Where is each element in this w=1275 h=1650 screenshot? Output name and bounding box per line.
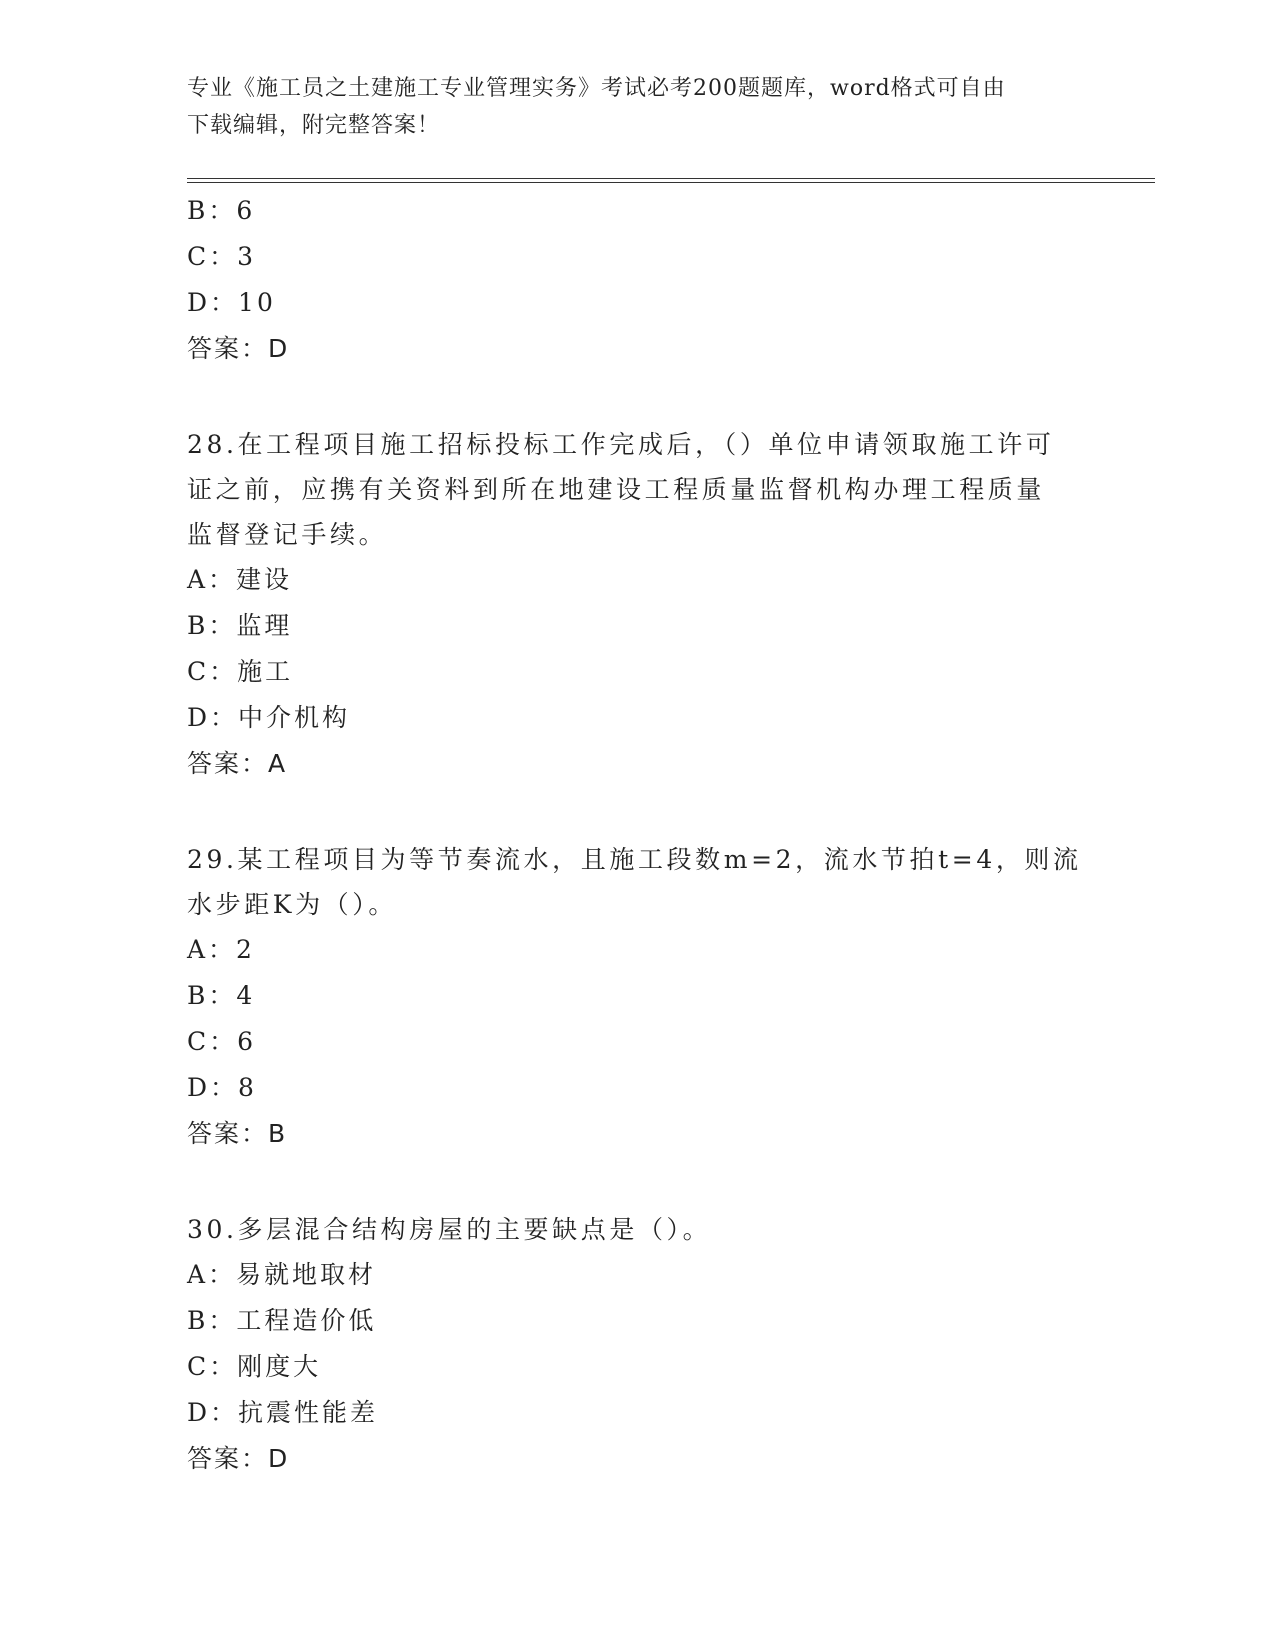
question-stem-line: 证之前，应携有关资料到所在地建设工程质量监督机构办理工程质量 [187,475,1046,504]
answer-line: 答案：D [187,1444,290,1473]
header-line-2: 下载编辑，附完整答案！ [187,113,441,138]
option-a: A：建设 [187,565,293,594]
option-d: D：抗震性能差 [187,1398,379,1427]
option-a: A：易就地取材 [187,1260,377,1289]
question-28 [187,422,1087,787]
option-c: C：6 [187,1027,257,1056]
page-header [187,70,1087,144]
option-b: B：6 [187,196,256,225]
question-stem-line: 29.某工程项目为等节奏流水，且施工段数m=2，流水节拍t=4，则流 [187,845,1082,874]
option-a: A：2 [187,935,255,964]
question-stem-line: 水步距K为（）。 [187,890,397,919]
question-30 [187,1207,1087,1482]
option-c: C：3 [187,242,257,271]
answer-line: 答案：A [187,749,288,778]
document-body [187,188,1087,1482]
option-b: B：工程造价低 [187,1306,377,1335]
answer-line: 答案：D [187,334,290,363]
answer-line: 答案：B [187,1119,288,1148]
option-b: B：4 [187,981,256,1010]
question-stem-line: 28.在工程项目施工招标投标工作完成后，（）单位申请领取施工许可 [187,430,1055,459]
previous-question-tail [187,188,1087,372]
header-divider [187,178,1155,183]
option-d: D：中介机构 [187,703,351,732]
question-29 [187,837,1087,1157]
option-d: D：10 [187,288,276,317]
option-d: D：8 [187,1073,257,1102]
option-c: C：施工 [187,657,294,686]
option-c: C：刚度大 [187,1352,322,1381]
option-b: B：监理 [187,611,293,640]
question-stem-line: 监督登记手续。 [187,520,388,549]
question-stem-line: 30.多层混合结构房屋的主要缺点是（）。 [187,1215,712,1244]
header-line-1: 专业《施工员之土建施工专业管理实务》考试必考200题题库，word格式可自由 [187,76,1006,101]
